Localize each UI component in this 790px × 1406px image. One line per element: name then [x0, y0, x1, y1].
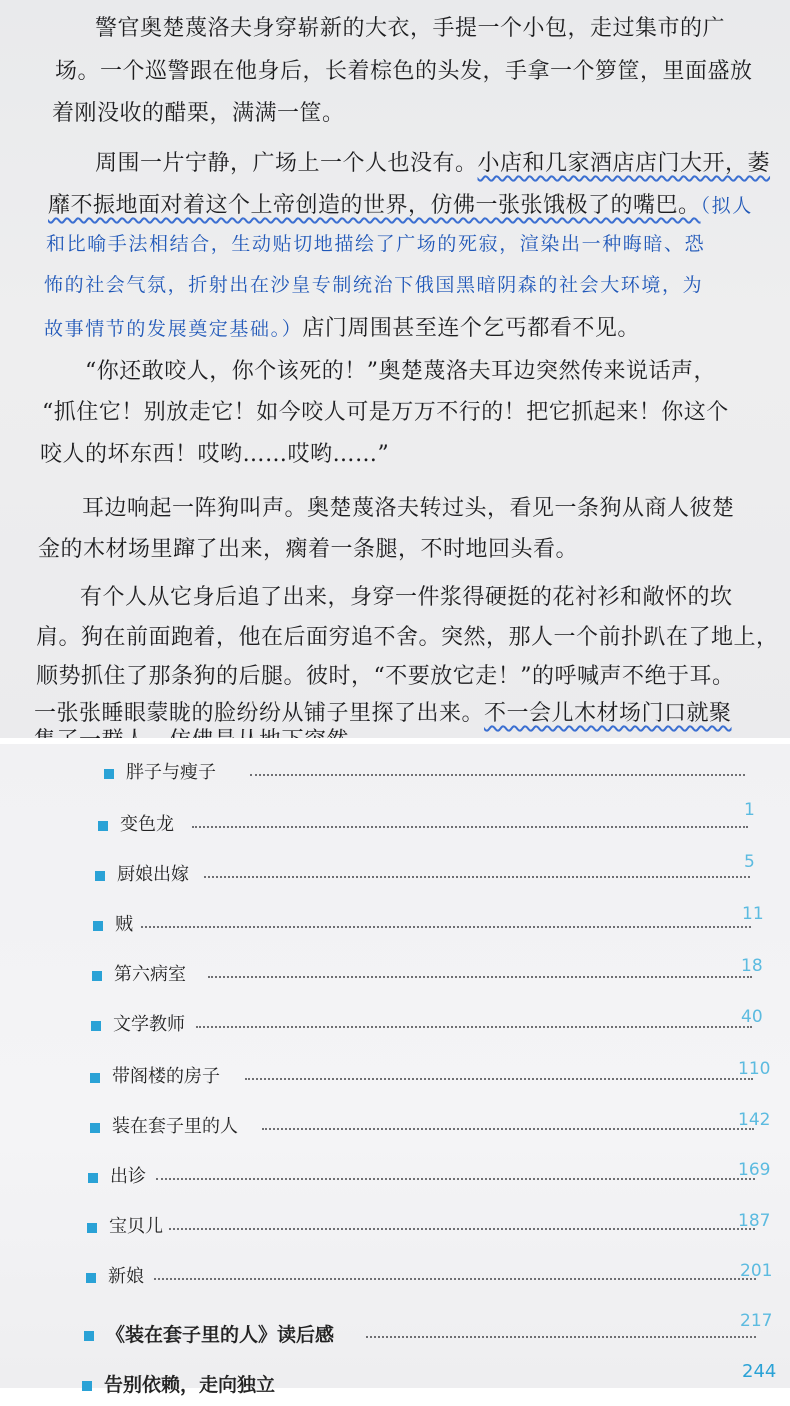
text-line-16: 顺势抓住了那条狗的后腿。彼时，“不要放它走！”的呼喊声不绝于耳。	[36, 664, 735, 689]
square-bullet-icon	[90, 1073, 100, 1083]
annotation-start: （拟人	[700, 195, 753, 217]
text-line-11: 咬人的坏东西！哎哟……哎哟……”	[40, 442, 390, 467]
underlined-sentence-end: 靡不振地面对着这个上帝创造的世界，仿佛一张张饿极了的嘴巴。	[48, 193, 701, 218]
toc-page-number: 169	[738, 1160, 771, 1180]
square-bullet-icon	[88, 1173, 98, 1183]
text-line-2: 场。一个巡警跟在他身后，长着棕色的头发，手拿一个箩筐，里面盛放	[55, 59, 753, 84]
toc-entry-title: 厨娘出嫁	[117, 864, 189, 885]
toc-page-number: 18	[741, 956, 763, 976]
toc-entry-title: 胖子与瘦子	[126, 762, 216, 783]
toc-dot-leader	[141, 926, 751, 928]
square-bullet-icon	[91, 1021, 101, 1031]
underlined-sentence-start: 小店和几家酒店店门大开，萎	[477, 151, 771, 176]
toc-dot-leader	[208, 976, 752, 978]
toc-entry[interactable]	[95, 860, 764, 924]
toc-entry[interactable]	[86, 1262, 773, 1331]
toc-entry-title: 新娘	[108, 1266, 144, 1287]
text-line-1: 警官奥楚蔑洛夫身穿崭新的大衣，手提一个小包，走过集市的广	[95, 16, 726, 41]
square-bullet-icon	[86, 1273, 96, 1283]
toc-entry[interactable]	[82, 1370, 760, 1406]
toc-entry-title: 宝贝儿	[109, 1216, 163, 1237]
toc-page-number: 217	[740, 1311, 773, 1331]
toc-entry-title: 带阁楼的房子	[112, 1066, 220, 1087]
text-line-5	[48, 191, 753, 221]
text-line-8-plain: 店门周围甚至连个乞丐都看不见。	[302, 316, 640, 341]
text-line-12: 耳边响起一阵狗叫声。奥楚蔑洛夫转过头，看见一条狗从商人彼楚	[82, 496, 735, 521]
annotation-line-2: 怖的社会气氛，折射出在沙皇专制统治下俄国黑暗阴森的社会大环境，为	[44, 274, 704, 296]
square-bullet-icon	[82, 1381, 92, 1391]
toc-dot-leader	[154, 1278, 756, 1280]
toc-page-number: 142	[738, 1110, 771, 1130]
text-line-17-plain: 一张张睡眼蒙眬的脸纷纷从铺子里探了出来。	[34, 701, 485, 726]
toc-entry-title: 装在套子里的人	[112, 1116, 238, 1137]
toc-dot-leader	[245, 1078, 753, 1080]
toc-entry-title: 出诊	[110, 1166, 146, 1187]
toc-page-number: 187	[738, 1211, 771, 1231]
toc-page-number: 11	[742, 904, 764, 924]
toc-dot-leader	[262, 1128, 754, 1130]
toc-page-number: 201	[740, 1261, 773, 1281]
text-line-9: “你还敢咬人，你个该死的！”奥楚蔑洛夫耳边突然传来说话声，	[85, 359, 716, 384]
square-bullet-icon	[84, 1331, 94, 1341]
square-bullet-icon	[87, 1223, 97, 1233]
square-bullet-icon	[93, 921, 103, 931]
toc-entry-title: 文学教师	[113, 1014, 185, 1035]
toc-dot-leader	[192, 826, 748, 828]
text-line-13: 金的木材场里蹿了出来，瘸着一条腿，不时地回头看。	[38, 537, 579, 562]
square-bullet-icon	[95, 871, 105, 881]
toc-dot-leader	[250, 774, 745, 776]
text-line-17	[34, 699, 732, 729]
toc-entry[interactable]	[104, 758, 760, 820]
toc-dot-leader	[366, 1336, 756, 1338]
text-line-8	[44, 314, 640, 344]
toc-page-number: 5	[744, 852, 755, 872]
text-line-4	[95, 149, 770, 179]
square-bullet-icon	[92, 971, 102, 981]
toc-dot-leader	[204, 876, 750, 878]
text-line-4-plain: 周围一片宁静，广场上一个人也没有。	[95, 151, 478, 176]
toc-dot-leader	[169, 1228, 755, 1230]
toc-dot-leader	[156, 1178, 755, 1180]
toc-dot-leader	[196, 1026, 752, 1028]
toc-page-number: 110	[738, 1059, 771, 1079]
toc-page-number: 1	[744, 800, 755, 820]
text-line-10: “抓住它！别放走它！如今咬人可是万万不行的！把它抓起来！你这个	[42, 400, 729, 425]
toc-page-number: 40	[741, 1007, 763, 1027]
toc-entry-title: 贼	[115, 914, 133, 935]
annotation-end: 故事情节的发展奠定基础。）	[44, 318, 303, 340]
toc-entry-title: 《装在套子里的人》读后感	[106, 1324, 335, 1346]
toc-page-number: 244	[742, 1361, 777, 1382]
square-bullet-icon	[98, 821, 108, 831]
text-line-3: 着刚没收的醋栗，满满一筐。	[52, 101, 345, 126]
square-bullet-icon	[90, 1123, 100, 1133]
text-line-15: 肩。狗在前面跑着，他在后面穷追不舍。突然，那人一个前扑趴在了地上，	[36, 625, 779, 650]
underlined-sentence-2-start: 不一会儿木材场门口就聚	[484, 701, 732, 726]
toc-entry-title: 变色龙	[120, 814, 174, 835]
toc-photo	[0, 744, 790, 1396]
square-bullet-icon	[104, 769, 114, 779]
toc-entry[interactable]	[98, 810, 760, 872]
text-line-14: 有个人从它身后追了出来，身穿一件浆得硬挺的花衬衫和敞怀的坎	[80, 585, 733, 610]
toc-entry-title: 告别依赖，走向独立	[104, 1374, 276, 1396]
annotation-line-1: 和比喻手法相结合，生动贴切地描绘了广场的死寂，渲染出一种晦暗、恐	[46, 233, 706, 255]
toc-entry-title: 第六病室	[114, 964, 186, 985]
